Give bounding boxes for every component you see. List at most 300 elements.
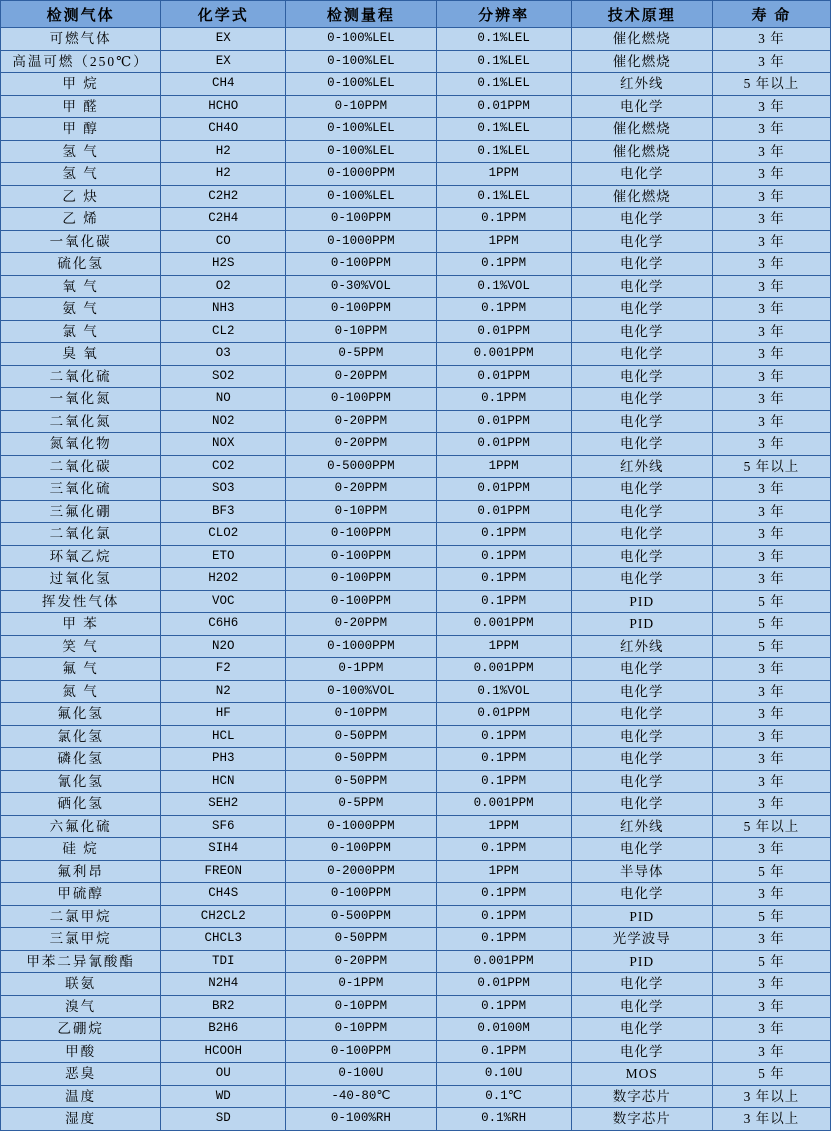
table-row (1, 590, 831, 613)
table-row (1, 635, 831, 658)
cell-resolution: 0.1PPM (436, 928, 571, 951)
cell-formula: NH3 (161, 298, 286, 321)
cell-gas: 溴气 (1, 995, 161, 1018)
cell-range: 0-1000PPM (286, 815, 436, 838)
cell-lifetime: 5 年以上 (712, 73, 830, 96)
table-row (1, 658, 831, 681)
cell-range: 0-50PPM (286, 748, 436, 771)
table-row (1, 433, 831, 456)
cell-range: 0-100PPM (286, 568, 436, 591)
table-row (1, 388, 831, 411)
cell-lifetime: 3 年 (712, 658, 830, 681)
cell-technology: 电化学 (571, 658, 712, 681)
cell-lifetime: 5 年 (712, 860, 830, 883)
cell-resolution: 0.0100M (436, 1018, 571, 1041)
cell-resolution: 1PPM (436, 815, 571, 838)
cell-technology: 半导体 (571, 860, 712, 883)
cell-lifetime: 3 年 (712, 50, 830, 73)
cell-technology: 电化学 (571, 545, 712, 568)
cell-gas: 乙 炔 (1, 185, 161, 208)
cell-gas: 氟 气 (1, 658, 161, 681)
table-row (1, 793, 831, 816)
cell-range: 0-100%LEL (286, 140, 436, 163)
cell-lifetime: 3 年 (712, 1040, 830, 1063)
cell-range: 0-100%LEL (286, 50, 436, 73)
cell-formula: H2 (161, 163, 286, 186)
cell-range: 0-100%LEL (286, 118, 436, 141)
cell-range: 0-10PPM (286, 500, 436, 523)
cell-technology: 电化学 (571, 883, 712, 906)
cell-gas: 磷化氢 (1, 748, 161, 771)
table-row (1, 1063, 831, 1086)
cell-technology: MOS (571, 1063, 712, 1086)
cell-resolution: 0.001PPM (436, 613, 571, 636)
cell-resolution: 0.01PPM (436, 320, 571, 343)
cell-range: 0-20PPM (286, 433, 436, 456)
cell-lifetime: 3 年 (712, 523, 830, 546)
cell-range: 0-50PPM (286, 928, 436, 951)
cell-lifetime: 3 年 (712, 770, 830, 793)
cell-formula: H2 (161, 140, 286, 163)
cell-technology: 催化燃烧 (571, 28, 712, 51)
cell-formula: CLO2 (161, 523, 286, 546)
cell-range: 0-1000PPM (286, 230, 436, 253)
cell-formula: WD (161, 1085, 286, 1108)
cell-technology: 电化学 (571, 388, 712, 411)
cell-lifetime: 3 年 (712, 500, 830, 523)
cell-range: 0-100PPM (286, 253, 436, 276)
cell-range: 0-100PPM (286, 883, 436, 906)
cell-lifetime: 3 年 (712, 433, 830, 456)
cell-gas: 挥发性气体 (1, 590, 161, 613)
cell-technology: 电化学 (571, 523, 712, 546)
cell-lifetime: 3 年 (712, 545, 830, 568)
cell-gas: 氨 气 (1, 298, 161, 321)
cell-range: 0-20PPM (286, 365, 436, 388)
cell-formula: NO (161, 388, 286, 411)
cell-lifetime: 5 年 (712, 613, 830, 636)
cell-formula: ETO (161, 545, 286, 568)
cell-lifetime: 3 年 (712, 185, 830, 208)
cell-resolution: 0.1PPM (436, 748, 571, 771)
cell-technology: 电化学 (571, 568, 712, 591)
cell-technology: PID (571, 613, 712, 636)
cell-formula: C2H2 (161, 185, 286, 208)
table-row (1, 838, 831, 861)
cell-gas: 氧 气 (1, 275, 161, 298)
cell-range: 0-10PPM (286, 1018, 436, 1041)
cell-technology: 电化学 (571, 1040, 712, 1063)
cell-technology: 电化学 (571, 343, 712, 366)
cell-lifetime: 3 年 (712, 680, 830, 703)
cell-technology: 电化学 (571, 748, 712, 771)
cell-range: 0-30%VOL (286, 275, 436, 298)
column-header-technology: 技术原理 (571, 1, 712, 28)
table-row (1, 545, 831, 568)
table-row (1, 343, 831, 366)
cell-gas: 氢 气 (1, 140, 161, 163)
cell-lifetime: 3 年 (712, 230, 830, 253)
cell-formula: SEH2 (161, 793, 286, 816)
table-row (1, 995, 831, 1018)
cell-technology: 电化学 (571, 365, 712, 388)
cell-gas: 二氧化碳 (1, 455, 161, 478)
cell-resolution: 0.1℃ (436, 1085, 571, 1108)
table-row (1, 1040, 831, 1063)
cell-range: 0-50PPM (286, 725, 436, 748)
cell-gas: 乙 烯 (1, 208, 161, 231)
cell-lifetime: 3 年 (712, 343, 830, 366)
table-row (1, 883, 831, 906)
table-row (1, 28, 831, 51)
cell-formula: CH4 (161, 73, 286, 96)
cell-gas: 氟利昂 (1, 860, 161, 883)
cell-resolution: 1PPM (436, 860, 571, 883)
cell-range: 0-5PPM (286, 343, 436, 366)
cell-formula: VOC (161, 590, 286, 613)
cell-gas: 氟化氢 (1, 703, 161, 726)
table-header-row (1, 1, 831, 28)
table-header (1, 1, 831, 28)
cell-technology: 电化学 (571, 770, 712, 793)
cell-gas: 氮氧化物 (1, 433, 161, 456)
cell-formula: EX (161, 28, 286, 51)
cell-technology: 电化学 (571, 838, 712, 861)
cell-formula: SIH4 (161, 838, 286, 861)
cell-gas: 三氟化硼 (1, 500, 161, 523)
cell-technology: PID (571, 590, 712, 613)
cell-gas: 二氧化氯 (1, 523, 161, 546)
cell-lifetime: 3 年 (712, 140, 830, 163)
table-row (1, 1108, 831, 1131)
cell-range: 0-100PPM (286, 388, 436, 411)
cell-range: 0-500PPM (286, 905, 436, 928)
cell-gas: 环氧乙烷 (1, 545, 161, 568)
cell-gas: 湿度 (1, 1108, 161, 1131)
cell-formula: HCOOH (161, 1040, 286, 1063)
cell-range: 0-20PPM (286, 613, 436, 636)
cell-formula: H2S (161, 253, 286, 276)
table-row (1, 815, 831, 838)
table-row (1, 163, 831, 186)
cell-resolution: 0.01PPM (436, 500, 571, 523)
cell-formula: HF (161, 703, 286, 726)
cell-resolution: 0.001PPM (436, 793, 571, 816)
cell-range: 0-100%LEL (286, 28, 436, 51)
cell-resolution: 0.1%LEL (436, 118, 571, 141)
cell-lifetime: 3 年 (712, 838, 830, 861)
table-row (1, 613, 831, 636)
cell-lifetime: 3 年 (712, 1018, 830, 1041)
cell-range: 0-10PPM (286, 95, 436, 118)
cell-resolution: 0.01PPM (436, 410, 571, 433)
cell-lifetime: 3 年 (712, 973, 830, 996)
column-header-lifetime: 寿 命 (712, 1, 830, 28)
table-row (1, 523, 831, 546)
cell-technology: PID (571, 950, 712, 973)
cell-range: 0-100%LEL (286, 185, 436, 208)
cell-formula: NO2 (161, 410, 286, 433)
cell-technology: 电化学 (571, 253, 712, 276)
cell-formula: SD (161, 1108, 286, 1131)
cell-lifetime: 5 年 (712, 1063, 830, 1086)
table-row (1, 455, 831, 478)
cell-resolution: 0.1%LEL (436, 50, 571, 73)
cell-formula: F2 (161, 658, 286, 681)
cell-gas: 硫化氢 (1, 253, 161, 276)
cell-gas: 三氧化硫 (1, 478, 161, 501)
cell-formula: FREON (161, 860, 286, 883)
table-row (1, 253, 831, 276)
cell-resolution: 0.1PPM (436, 905, 571, 928)
cell-resolution: 0.1PPM (436, 1040, 571, 1063)
cell-resolution: 0.10U (436, 1063, 571, 1086)
column-header-resolution: 分辨率 (436, 1, 571, 28)
table-row (1, 275, 831, 298)
cell-formula: C6H6 (161, 613, 286, 636)
cell-range: 0-100PPM (286, 590, 436, 613)
cell-gas: 氯 气 (1, 320, 161, 343)
cell-technology: 催化燃烧 (571, 140, 712, 163)
table-row (1, 500, 831, 523)
cell-lifetime: 3 年 (712, 928, 830, 951)
cell-range: 0-100%LEL (286, 73, 436, 96)
cell-gas: 二氯甲烷 (1, 905, 161, 928)
cell-resolution: 0.1%VOL (436, 275, 571, 298)
cell-technology: 电化学 (571, 500, 712, 523)
cell-lifetime: 3 年 (712, 883, 830, 906)
cell-formula: SO2 (161, 365, 286, 388)
cell-range: 0-20PPM (286, 478, 436, 501)
cell-technology: 光学波导 (571, 928, 712, 951)
cell-resolution: 0.01PPM (436, 365, 571, 388)
cell-range: 0-20PPM (286, 410, 436, 433)
cell-resolution: 0.1PPM (436, 590, 571, 613)
cell-technology: 电化学 (571, 208, 712, 231)
table-row (1, 725, 831, 748)
cell-formula: SO3 (161, 478, 286, 501)
column-header-formula: 化学式 (161, 1, 286, 28)
cell-resolution: 0.1PPM (436, 883, 571, 906)
cell-resolution: 0.1PPM (436, 208, 571, 231)
cell-formula: CH4S (161, 883, 286, 906)
cell-technology: 电化学 (571, 298, 712, 321)
cell-technology: 电化学 (571, 410, 712, 433)
cell-resolution: 0.1PPM (436, 568, 571, 591)
cell-lifetime: 3 年 (712, 253, 830, 276)
cell-resolution: 1PPM (436, 230, 571, 253)
cell-gas: 乙硼烷 (1, 1018, 161, 1041)
cell-gas: 一氧化碳 (1, 230, 161, 253)
cell-range: 0-2000PPM (286, 860, 436, 883)
cell-lifetime: 3 年以上 (712, 1085, 830, 1108)
cell-gas: 甲 醛 (1, 95, 161, 118)
cell-range: 0-1PPM (286, 658, 436, 681)
cell-formula: CL2 (161, 320, 286, 343)
cell-resolution: 0.01PPM (436, 703, 571, 726)
cell-gas: 硒化氢 (1, 793, 161, 816)
cell-resolution: 0.001PPM (436, 658, 571, 681)
cell-resolution: 0.01PPM (436, 433, 571, 456)
cell-resolution: 0.1%LEL (436, 185, 571, 208)
column-header-gas: 检测气体 (1, 1, 161, 28)
cell-lifetime: 3 年 (712, 410, 830, 433)
cell-technology: 催化燃烧 (571, 118, 712, 141)
cell-technology: 电化学 (571, 320, 712, 343)
cell-range: 0-10PPM (286, 320, 436, 343)
cell-formula: B2H6 (161, 1018, 286, 1041)
column-header-range: 检测量程 (286, 1, 436, 28)
cell-formula: NOX (161, 433, 286, 456)
cell-technology: 电化学 (571, 725, 712, 748)
cell-technology: 红外线 (571, 815, 712, 838)
cell-lifetime: 5 年 (712, 635, 830, 658)
table-row (1, 703, 831, 726)
cell-gas: 甲 烷 (1, 73, 161, 96)
cell-lifetime: 3 年 (712, 568, 830, 591)
cell-formula: CH4O (161, 118, 286, 141)
cell-lifetime: 3 年 (712, 793, 830, 816)
table-row (1, 478, 831, 501)
cell-resolution: 0.01PPM (436, 478, 571, 501)
cell-range: 0-100PPM (286, 523, 436, 546)
cell-gas: 六氟化硫 (1, 815, 161, 838)
cell-lifetime: 3 年 (712, 725, 830, 748)
table-row (1, 320, 831, 343)
cell-gas: 二氧化氮 (1, 410, 161, 433)
table-row (1, 928, 831, 951)
table-row (1, 905, 831, 928)
cell-formula: N2O (161, 635, 286, 658)
cell-formula: CHCL3 (161, 928, 286, 951)
cell-resolution: 0.1PPM (436, 545, 571, 568)
cell-resolution: 0.1PPM (436, 725, 571, 748)
cell-technology: 电化学 (571, 1018, 712, 1041)
cell-formula: C2H4 (161, 208, 286, 231)
cell-range: 0-100PPM (286, 298, 436, 321)
cell-formula: SF6 (161, 815, 286, 838)
cell-gas: 臭 氧 (1, 343, 161, 366)
cell-range: 0-100PPM (286, 545, 436, 568)
cell-resolution: 1PPM (436, 635, 571, 658)
table-row (1, 860, 831, 883)
cell-range: 0-100U (286, 1063, 436, 1086)
cell-technology: 电化学 (571, 433, 712, 456)
cell-resolution: 1PPM (436, 455, 571, 478)
cell-range: 0-100PPM (286, 1040, 436, 1063)
cell-lifetime: 3 年以上 (712, 1108, 830, 1131)
table-row (1, 973, 831, 996)
cell-technology: 数字芯片 (571, 1108, 712, 1131)
table-row (1, 680, 831, 703)
cell-range: 0-5000PPM (286, 455, 436, 478)
cell-resolution: 0.1PPM (436, 995, 571, 1018)
cell-gas: 三氯甲烷 (1, 928, 161, 951)
cell-lifetime: 3 年 (712, 388, 830, 411)
cell-gas: 氢 气 (1, 163, 161, 186)
cell-formula: PH3 (161, 748, 286, 771)
cell-lifetime: 3 年 (712, 275, 830, 298)
cell-range: 0-50PPM (286, 770, 436, 793)
cell-lifetime: 5 年 (712, 590, 830, 613)
cell-formula: CO2 (161, 455, 286, 478)
cell-formula: CH2CL2 (161, 905, 286, 928)
cell-technology: 电化学 (571, 680, 712, 703)
cell-technology: 数字芯片 (571, 1085, 712, 1108)
cell-technology: 红外线 (571, 73, 712, 96)
cell-technology: 电化学 (571, 793, 712, 816)
cell-range: 0-100PPM (286, 208, 436, 231)
cell-formula: OU (161, 1063, 286, 1086)
cell-technology: 红外线 (571, 455, 712, 478)
cell-technology: 电化学 (571, 95, 712, 118)
cell-technology: 电化学 (571, 995, 712, 1018)
cell-gas: 二氧化硫 (1, 365, 161, 388)
cell-range: 0-1000PPM (286, 635, 436, 658)
cell-technology: 电化学 (571, 973, 712, 996)
cell-resolution: 0.1PPM (436, 770, 571, 793)
cell-resolution: 0.1%LEL (436, 28, 571, 51)
cell-gas: 氯化氢 (1, 725, 161, 748)
cell-gas: 可燃气体 (1, 28, 161, 51)
cell-formula: BF3 (161, 500, 286, 523)
cell-range: 0-100%RH (286, 1108, 436, 1131)
cell-gas: 过氧化氢 (1, 568, 161, 591)
cell-range: 0-20PPM (286, 950, 436, 973)
cell-gas: 联氨 (1, 973, 161, 996)
cell-lifetime: 3 年 (712, 208, 830, 231)
cell-resolution: 0.1PPM (436, 298, 571, 321)
cell-technology: 电化学 (571, 163, 712, 186)
table-row (1, 185, 831, 208)
cell-formula: N2 (161, 680, 286, 703)
cell-resolution: 0.1PPM (436, 388, 571, 411)
cell-technology: 催化燃烧 (571, 50, 712, 73)
table-row (1, 1018, 831, 1041)
cell-gas: 硅 烷 (1, 838, 161, 861)
cell-formula: HCN (161, 770, 286, 793)
cell-gas: 氮 气 (1, 680, 161, 703)
cell-range: 0-1000PPM (286, 163, 436, 186)
cell-gas: 甲苯二异氰酸酯 (1, 950, 161, 973)
cell-range: 0-10PPM (286, 995, 436, 1018)
cell-lifetime: 3 年 (712, 163, 830, 186)
cell-gas: 甲硫醇 (1, 883, 161, 906)
cell-resolution: 0.1%VOL (436, 680, 571, 703)
cell-technology: 电化学 (571, 478, 712, 501)
cell-technology: PID (571, 905, 712, 928)
table-row (1, 365, 831, 388)
cell-resolution: 0.1PPM (436, 523, 571, 546)
cell-formula: HCHO (161, 95, 286, 118)
cell-range: 0-10PPM (286, 703, 436, 726)
cell-gas: 恶臭 (1, 1063, 161, 1086)
cell-lifetime: 3 年 (712, 703, 830, 726)
cell-formula: TDI (161, 950, 286, 973)
cell-range: 0-100%VOL (286, 680, 436, 703)
cell-lifetime: 3 年 (712, 95, 830, 118)
table-row (1, 50, 831, 73)
cell-gas: 温度 (1, 1085, 161, 1108)
cell-formula: HCL (161, 725, 286, 748)
table-row (1, 1085, 831, 1108)
table-row (1, 950, 831, 973)
table-row (1, 770, 831, 793)
cell-lifetime: 3 年 (712, 478, 830, 501)
table-row (1, 95, 831, 118)
cell-resolution: 0.1%RH (436, 1108, 571, 1131)
cell-gas: 甲 苯 (1, 613, 161, 636)
